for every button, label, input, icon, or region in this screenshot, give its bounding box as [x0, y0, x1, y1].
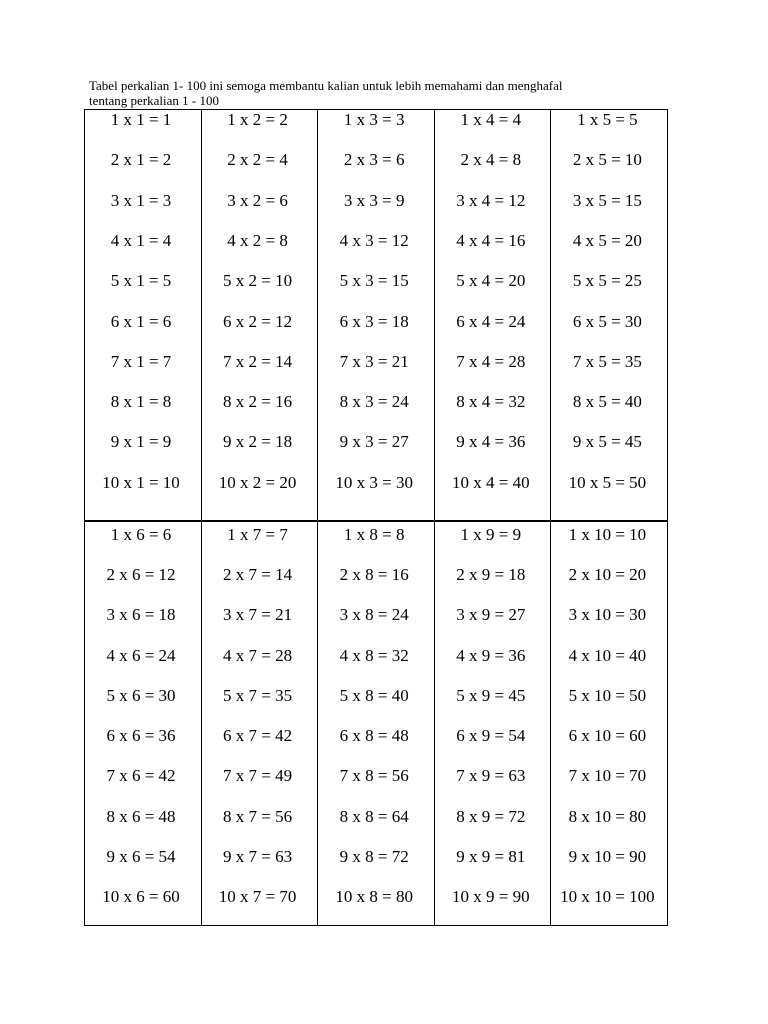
multiplication-entry: 6 x 4 = 24 — [456, 312, 526, 331]
multiplication-entry: 10 x 6 = 60 — [102, 887, 180, 906]
multiplication-entry: 1 x 6 = 6 — [110, 525, 172, 544]
multiplication-entry: 4 x 6 = 24 — [106, 646, 176, 665]
multiplication-entry: 3 x 9 = 27 — [456, 605, 526, 624]
multiplication-entry: 5 x 9 = 45 — [456, 686, 526, 705]
multiplication-entry: 5 x 4 = 20 — [456, 271, 526, 290]
multiplication-entry: 3 x 10 = 30 — [568, 605, 647, 624]
multiplication-entry: 3 x 6 = 18 — [106, 605, 176, 624]
multiplication-entry: 7 x 7 = 49 — [223, 766, 293, 785]
multiplication-entry: 10 x 10 = 100 — [560, 887, 655, 906]
multiplication-entry: 2 x 8 = 16 — [339, 565, 409, 584]
multiplication-entry: 4 x 10 = 40 — [568, 646, 647, 665]
multiplication-entry: 7 x 10 = 70 — [568, 766, 647, 785]
multiplication-entry: 9 x 5 = 45 — [572, 432, 642, 451]
table-column-5 — [551, 110, 668, 521]
multiplication-entry: 10 x 9 = 90 — [451, 887, 530, 906]
multiplication-table-6-to-10 — [84, 521, 668, 926]
multiplication-entry: 5 x 7 = 35 — [223, 686, 293, 705]
multiplication-entry: 9 x 9 = 81 — [456, 847, 526, 866]
multiplication-entry: 6 x 5 = 30 — [572, 312, 642, 331]
multiplication-entry: 9 x 10 = 90 — [568, 847, 647, 866]
multiplication-entry: 4 x 9 = 36 — [456, 646, 526, 665]
multiplication-entry: 8 x 10 = 80 — [568, 807, 647, 826]
multiplication-entry: 1 x 2 = 2 — [227, 110, 288, 129]
multiplication-entry: 2 x 7 = 14 — [223, 565, 293, 584]
table-column-10 — [551, 522, 668, 926]
intro-text — [89, 78, 689, 108]
multiplication-entry: 9 x 4 = 36 — [456, 432, 526, 451]
multiplication-entry: 2 x 9 = 18 — [456, 565, 526, 584]
multiplication-table-1-to-5 — [84, 109, 668, 521]
multiplication-entry: 6 x 2 = 12 — [223, 312, 293, 331]
table-row — [85, 110, 668, 521]
multiplication-entry: 3 x 1 = 3 — [110, 191, 172, 210]
multiplication-entry: 4 x 4 = 16 — [456, 231, 526, 250]
multiplication-entry: 1 x 1 = 1 — [110, 110, 172, 129]
multiplication-entry: 5 x 3 = 15 — [339, 271, 409, 290]
multiplication-entry: 7 x 5 = 35 — [572, 352, 642, 371]
table-row — [85, 522, 668, 926]
multiplication-entry: 1 x 8 = 8 — [343, 525, 405, 544]
table-column-1 — [85, 110, 202, 521]
multiplication-entry: 6 x 3 = 18 — [339, 312, 409, 331]
multiplication-entry: 9 x 7 = 63 — [223, 847, 293, 866]
multiplication-entry: 9 x 1 = 9 — [110, 432, 172, 451]
multiplication-entry: 5 x 5 = 25 — [572, 271, 642, 290]
multiplication-entry: 8 x 9 = 72 — [456, 807, 526, 826]
multiplication-entry: 10 x 4 = 40 — [451, 473, 530, 492]
multiplication-entry: 5 x 10 = 50 — [568, 686, 647, 705]
multiplication-entry: 4 x 1 = 4 — [110, 231, 172, 250]
multiplication-entry: 3 x 2 = 6 — [227, 191, 288, 210]
multiplication-entry: 8 x 2 = 16 — [223, 392, 293, 411]
multiplication-entry: 6 x 1 = 6 — [110, 312, 172, 331]
multiplication-entry: 3 x 8 = 24 — [339, 605, 409, 624]
multiplication-entry: 4 x 3 = 12 — [339, 231, 409, 250]
multiplication-entry: 7 x 9 = 63 — [456, 766, 526, 785]
multiplication-entry: 9 x 6 = 54 — [106, 847, 176, 866]
multiplication-entry: 7 x 3 = 21 — [339, 352, 409, 371]
multiplication-entry: 8 x 4 = 32 — [456, 392, 526, 411]
table-column-4 — [434, 110, 551, 521]
table-column-2 — [201, 110, 318, 521]
multiplication-entry: 4 x 2 = 8 — [227, 231, 288, 250]
multiplication-entry: 6 x 7 = 42 — [223, 726, 293, 745]
multiplication-entry: 1 x 3 = 3 — [343, 110, 405, 129]
table-column-8 — [318, 522, 435, 926]
multiplication-entry: 6 x 9 = 54 — [456, 726, 526, 745]
intro-line-2: tentang perkalian 1 - 100 — [89, 93, 219, 108]
multiplication-entry: 3 x 4 = 12 — [456, 191, 526, 210]
multiplication-entry: 10 x 5 = 50 — [568, 473, 647, 492]
multiplication-entry: 10 x 7 = 70 — [218, 887, 297, 906]
multiplication-entry: 2 x 2 = 4 — [227, 150, 288, 169]
multiplication-entry: 4 x 8 = 32 — [339, 646, 409, 665]
multiplication-entry: 7 x 8 = 56 — [339, 766, 409, 785]
multiplication-entry: 3 x 7 = 21 — [223, 605, 293, 624]
multiplication-entry: 1 x 5 = 5 — [577, 110, 638, 129]
multiplication-entry: 9 x 3 = 27 — [339, 432, 409, 451]
multiplication-entry: 6 x 6 = 36 — [106, 726, 176, 745]
multiplication-entry: 2 x 5 = 10 — [572, 150, 642, 169]
multiplication-entry: 7 x 1 = 7 — [110, 352, 172, 371]
table-column-6 — [85, 522, 202, 926]
multiplication-entry: 7 x 6 = 42 — [106, 766, 176, 785]
multiplication-entry: 8 x 7 = 56 — [223, 807, 293, 826]
multiplication-entry: 9 x 2 = 18 — [223, 432, 293, 451]
multiplication-entry: 10 x 8 = 80 — [335, 887, 413, 906]
multiplication-entry: 7 x 4 = 28 — [456, 352, 526, 371]
multiplication-entry: 2 x 6 = 12 — [106, 565, 176, 584]
multiplication-entry: 5 x 1 = 5 — [110, 271, 172, 290]
multiplication-entry: 4 x 7 = 28 — [223, 646, 293, 665]
table-column-9 — [434, 522, 551, 926]
multiplication-entry: 2 x 10 = 20 — [568, 565, 647, 584]
multiplication-entry: 7 x 2 = 14 — [223, 352, 293, 371]
multiplication-entry: 1 x 4 = 4 — [460, 110, 522, 129]
multiplication-entry: 10 x 3 = 30 — [335, 473, 413, 492]
multiplication-entry: 8 x 8 = 64 — [339, 807, 409, 826]
multiplication-entry: 8 x 5 = 40 — [572, 392, 642, 411]
multiplication-entry: 1 x 9 = 9 — [460, 525, 522, 544]
multiplication-entry: 9 x 8 = 72 — [339, 847, 409, 866]
multiplication-entry: 8 x 1 = 8 — [110, 392, 172, 411]
multiplication-entry: 5 x 2 = 10 — [223, 271, 293, 290]
intro-line-1: Tabel perkalian 1- 100 ini semoga membantu kalian untuk lebih memahami dan menghafal — [89, 78, 563, 93]
multiplication-entry: 5 x 6 = 30 — [106, 686, 176, 705]
multiplication-entry: 1 x 7 = 7 — [227, 525, 288, 544]
multiplication-entry: 2 x 3 = 6 — [343, 150, 405, 169]
table-column-7 — [201, 522, 318, 926]
multiplication-entry: 4 x 5 = 20 — [572, 231, 642, 250]
multiplication-entry: 3 x 5 = 15 — [572, 191, 642, 210]
multiplication-entry: 10 x 1 = 10 — [102, 473, 180, 492]
multiplication-entry: 2 x 4 = 8 — [460, 150, 522, 169]
multiplication-entry: 2 x 1 = 2 — [110, 150, 172, 169]
multiplication-entry: 6 x 8 = 48 — [339, 726, 409, 745]
multiplication-entry: 10 x 2 = 20 — [218, 473, 297, 492]
table-column-3 — [318, 110, 435, 521]
multiplication-entry: 6 x 10 = 60 — [568, 726, 647, 745]
multiplication-entry: 3 x 3 = 9 — [343, 191, 405, 210]
multiplication-entry: 5 x 8 = 40 — [339, 686, 409, 705]
multiplication-entry: 1 x 10 = 10 — [568, 525, 647, 544]
multiplication-entry: 8 x 3 = 24 — [339, 392, 409, 411]
multiplication-entry: 8 x 6 = 48 — [106, 807, 176, 826]
